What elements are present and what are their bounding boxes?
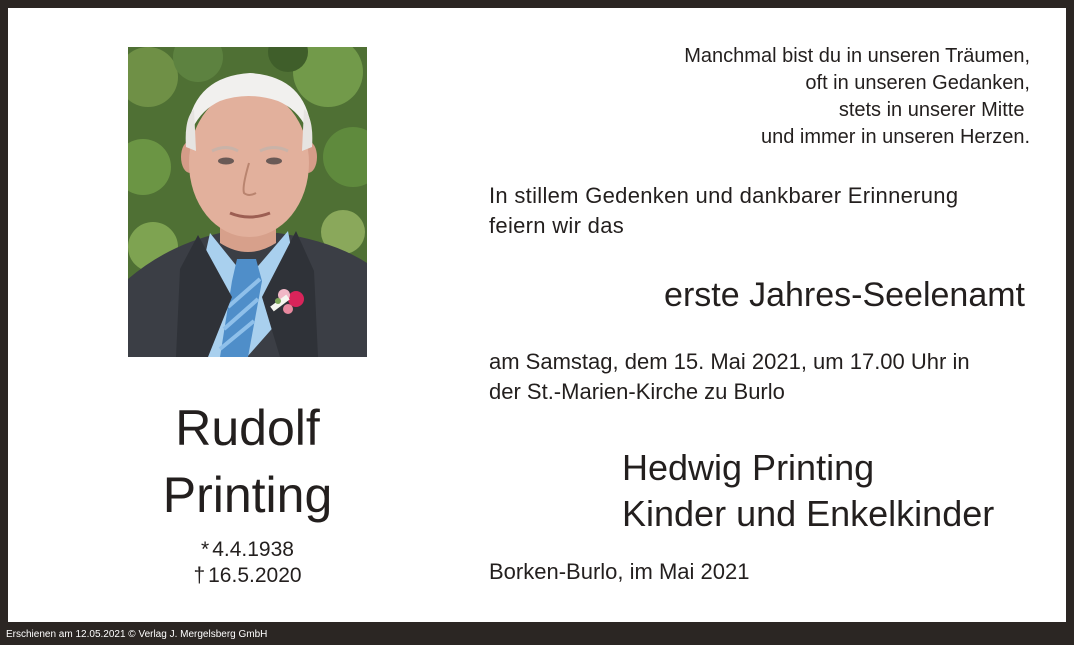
star-icon: * bbox=[201, 538, 210, 561]
death-date bbox=[128, 565, 367, 586]
poem-line: Manchmal bist du in unseren Träumen, bbox=[684, 45, 1030, 67]
poem-line: und immer in unseren Herzen. bbox=[760, 126, 1030, 148]
obituary-card bbox=[8, 8, 1066, 622]
deceased-first-name: Rudolf bbox=[175, 400, 320, 456]
death-date-value: 16.5.2020 bbox=[208, 564, 302, 587]
mourner-line: Kinder und Enkelkinder bbox=[622, 493, 995, 534]
poem-line: stets in unserer Mitte bbox=[838, 99, 1030, 121]
event-title: erste Jahres-Seelenamt bbox=[664, 276, 1025, 314]
intro-line: In stillem Gedenken und dankbarer Erinnerung bbox=[489, 183, 959, 208]
intro-line: feiern wir das bbox=[489, 213, 625, 238]
mourner-line: Hedwig Printing bbox=[622, 447, 875, 488]
event-details bbox=[489, 347, 1049, 407]
memorial-poem bbox=[684, 43, 1030, 151]
details-line: der St.-Marien-Kirche zu Burlo bbox=[489, 379, 785, 404]
intro-text bbox=[489, 181, 1034, 241]
cross-icon: † bbox=[193, 564, 206, 587]
birth-date bbox=[128, 539, 367, 560]
publication-footer: Erschienen am 12.05.2021 © Verlag J. Mergelsberg GmbH bbox=[6, 629, 268, 640]
mourners bbox=[622, 445, 994, 537]
deceased-last-name: Printing bbox=[162, 467, 333, 523]
birth-date-value: 4.4.1938 bbox=[212, 538, 294, 561]
poem-line: oft in unseren Gedanken, bbox=[805, 72, 1030, 94]
place-date: Borken-Burlo, im Mai 2021 bbox=[489, 559, 750, 584]
details-line: am Samstag, dem 15. Mai 2021, um 17.00 Uhr in bbox=[489, 349, 970, 374]
portrait-photo bbox=[128, 47, 367, 357]
